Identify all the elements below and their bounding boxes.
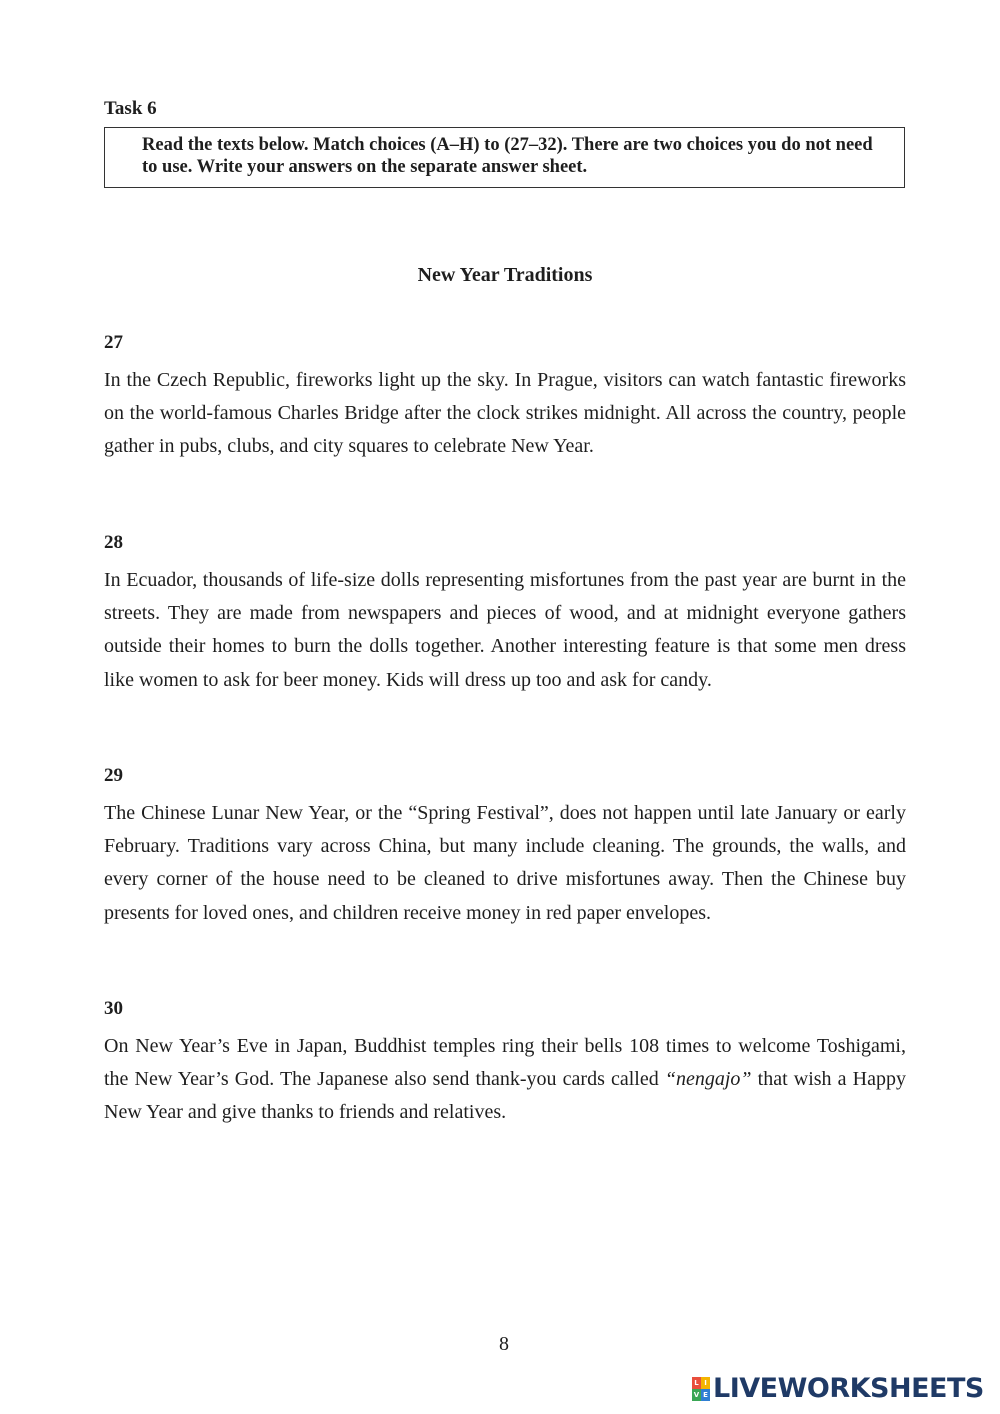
- section-text-part: On New Year’s Eve in Japan, Buddhist temples ring their bells 108 times to welcome Toshigami, the New Year’s God. The Japanese also send thank-you cards called: [104, 1035, 906, 1091]
- section-text: In Ecuador, thousands of life-size dolls representing misfortunes from the past year are burnt in the streets. They are made from newspapers and pieces of wood, and at midnight everyone gathers outside their homes to burn the dolls together. Another interesting feature is that some men dress like women to ask for beer money. Kids will dress up too and ask for candy.: [104, 569, 906, 691]
- instruction-text: Read the texts below. Match choices (A–H) to (27–32). There are two choices you do not need to use. Write your answers on the separate answer sheet.: [142, 135, 873, 177]
- logo-block: L: [692, 1377, 701, 1389]
- logo-wordmark: LIVEWORKSHEETS: [713, 1373, 984, 1404]
- section-number: 27: [104, 332, 123, 353]
- text-section-29: [104, 764, 906, 930]
- text-section-28: [104, 531, 906, 697]
- section-number: 28: [104, 532, 123, 553]
- page-number: 8: [499, 1333, 509, 1355]
- section-text: In the Czech Republic, fireworks light up the sky. In Prague, visitors can watch fantastic fireworks on the world-famous Charles Bridge after the clock strikes midnight. All across the country, people gather in pubs, clubs, and city squares to celebrate New Year.: [104, 369, 906, 458]
- section-text: The Chinese Lunar New Year, or the “Spring Festival”, does not happen until late January or early February. Traditions vary across China, but many include cleaning. The grounds, the walls, and every corner of the house need to be cleaned to drive misfortunes away. Then the Chinese buy presents for loved ones, and children receive money in red paper envelopes.: [104, 802, 906, 924]
- text-section-30: [104, 997, 906, 1130]
- instruction-box: [104, 127, 905, 188]
- section-number: 30: [104, 998, 123, 1019]
- logo-block: V: [693, 1391, 700, 1399]
- section-text: [104, 1030, 906, 1130]
- liveworksheets-logo: [692, 1374, 984, 1404]
- task-label: Task 6: [104, 98, 157, 119]
- section-number: 29: [104, 765, 123, 786]
- document-title: New Year Traditions: [417, 264, 593, 286]
- logo-block: I: [701, 1377, 710, 1389]
- italic-term: “nengajo”: [664, 1068, 752, 1091]
- section-text-part: that wish a Happy New Year and give thanks to friends and relatives.: [104, 1068, 906, 1124]
- logo-block: E: [701, 1389, 710, 1401]
- logo-blocks-icon: [692, 1377, 710, 1401]
- text-section-27: [104, 331, 906, 464]
